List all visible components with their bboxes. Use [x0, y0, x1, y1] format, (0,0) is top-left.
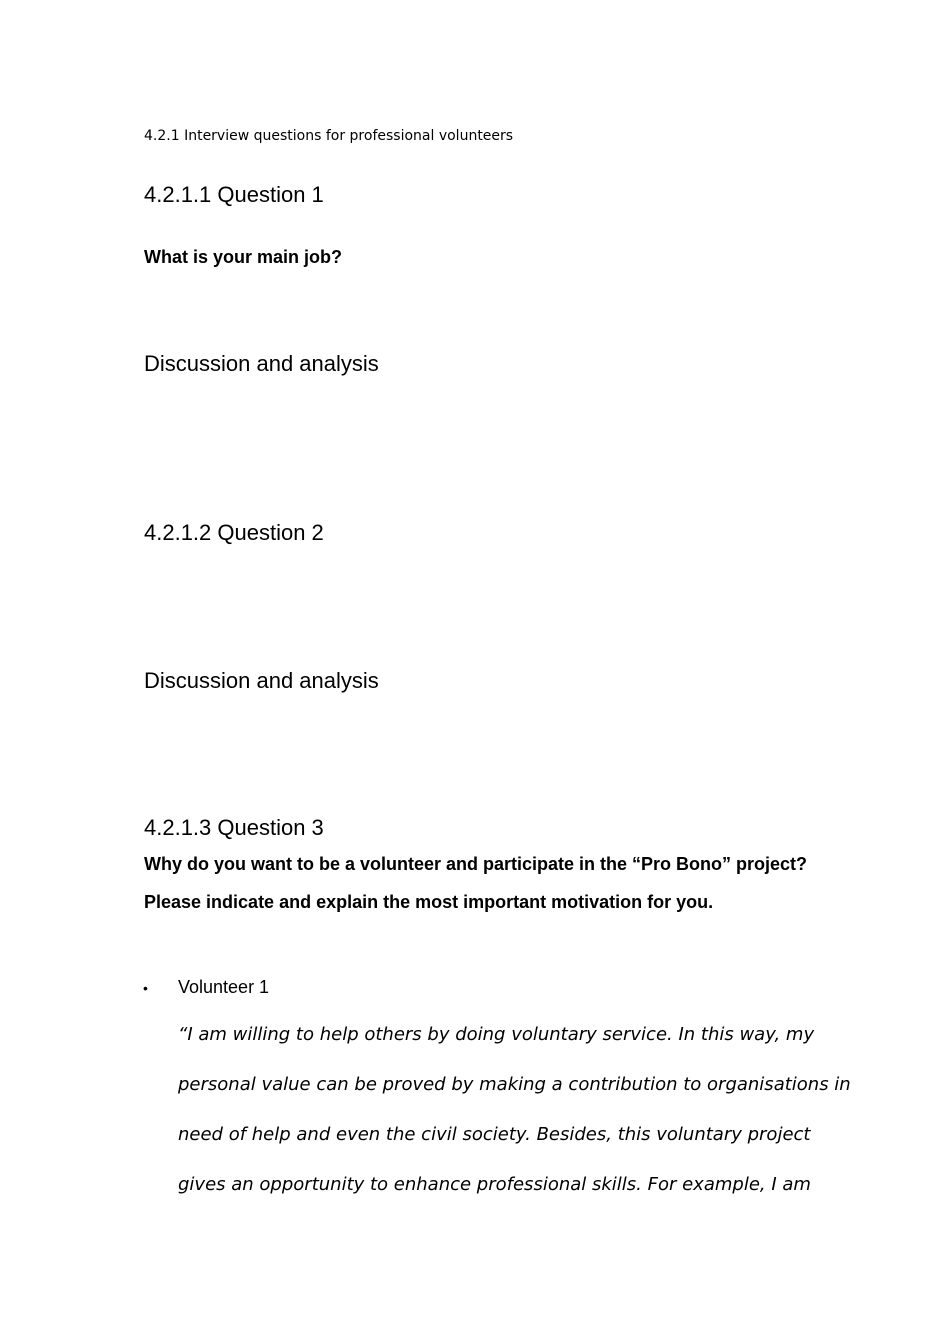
volunteer-1-quote-line-3: need of help and even the civil society. Besides, this voluntary project	[178, 1124, 811, 1145]
question-1-heading: 4.2.1.1 Question 1	[144, 182, 324, 207]
question-3-text-line-2: Please indicate and explain the most important motivation for you.	[144, 892, 714, 912]
bullet-icon: •	[143, 980, 148, 996]
question-1-discussion-heading: Discussion and analysis	[144, 351, 379, 376]
volunteer-1-label: Volunteer 1	[178, 977, 270, 997]
question-1-text: What is your main job?	[144, 247, 343, 267]
volunteer-1-quote-line-2: personal value can be proved by making a contribution to organisations in	[178, 1074, 851, 1095]
volunteer-1-quote-line-1: “I am willing to help others by doing voluntary service. In this way, my	[178, 1024, 815, 1045]
volunteer-1-quote-line-4: gives an opportunity to enhance professional skills. For example, I am	[178, 1174, 811, 1195]
question-2-heading: 4.2.1.2 Question 2	[144, 520, 324, 545]
question-3-heading: 4.2.1.3 Question 3	[144, 815, 324, 840]
question-2-discussion-heading: Discussion and analysis	[144, 668, 379, 693]
section-caption: 4.2.1 Interview questions for professional volunteers	[144, 128, 514, 144]
question-3-text-line-1: Why do you want to be a volunteer and participate in the “Pro Bono” project?	[144, 854, 808, 874]
